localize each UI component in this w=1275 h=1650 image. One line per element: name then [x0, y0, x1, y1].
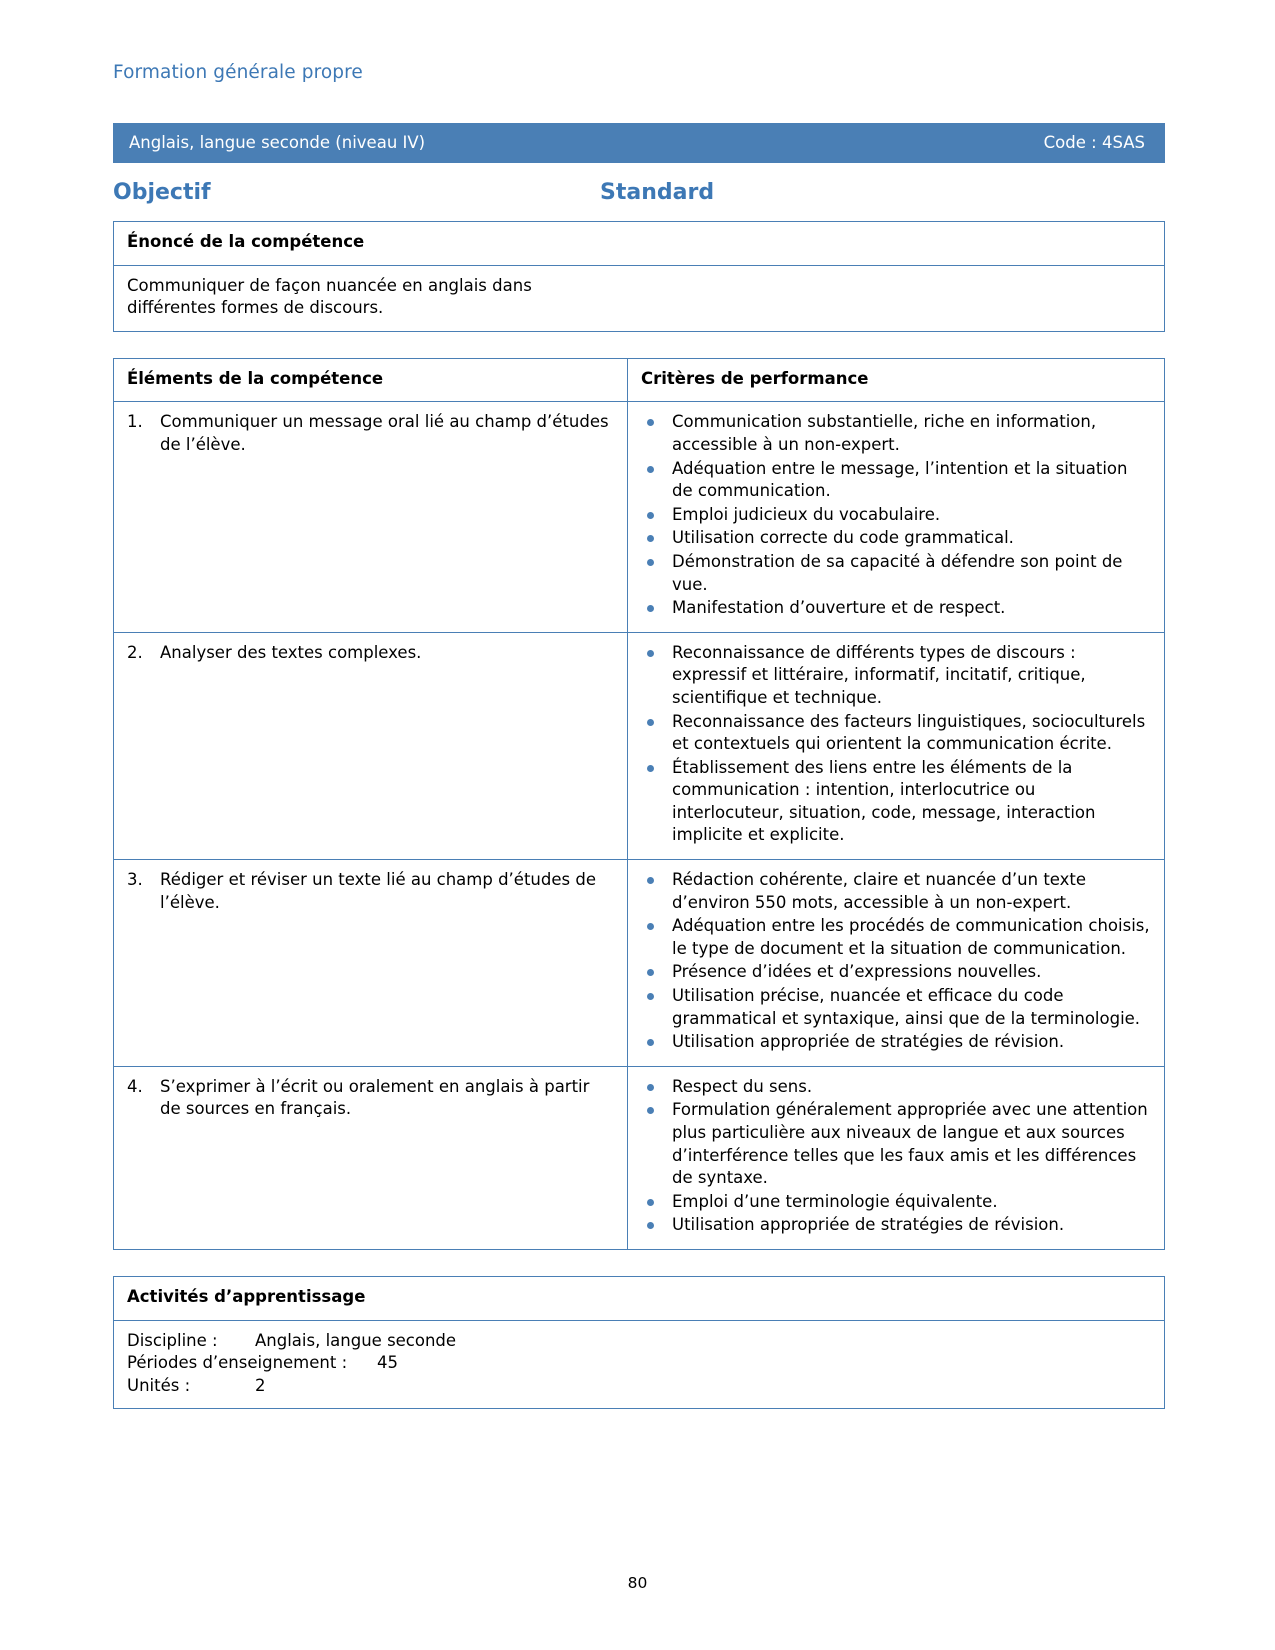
- list-item: Manifestation d’ouverture et de respect.: [641, 597, 1151, 620]
- table-row: [114, 222, 1165, 266]
- activites-header: Activités d’apprentissage: [114, 1276, 1165, 1320]
- table-spacer: [113, 1250, 1165, 1276]
- list-item: [127, 642, 614, 665]
- element-number: 1.: [127, 412, 143, 432]
- competence-table: [113, 221, 1165, 332]
- list-item: Utilisation précise, nuancée et efficace du code grammatical et syntaxique, ainsi que de la terminologie.: [641, 985, 1151, 1030]
- list-item: Adéquation entre les procédés de communication choisis, le type de document et la situation de communication.: [641, 915, 1151, 960]
- list-item: Formulation généralement appropriée avec une attention plus particulière aux niveaux de langue et aux sources d’interférence telles que les faux amis et les différences de syntaxe.: [641, 1099, 1151, 1189]
- header-criteria: Critères de performance: [628, 358, 1165, 402]
- criteria-list: [641, 869, 1151, 1054]
- criteria-cell: [628, 860, 1165, 1067]
- activites-table: [113, 1276, 1165, 1409]
- element-number: 3.: [127, 870, 143, 890]
- table-header-row: [114, 358, 1165, 402]
- element-list: [127, 411, 614, 456]
- criteria-list: [641, 411, 1151, 619]
- elements-criteria-table: [113, 358, 1165, 1250]
- element-text: Communiquer un message oral lié au champ d’études de l’élève.: [160, 412, 609, 454]
- element-cell: [114, 860, 628, 1067]
- course-code: Code : 4SAS: [1043, 133, 1145, 152]
- list-item: Reconnaissance de différents types de discours : expressif et littéraire, informatif, incitatif, critique, scientifique et technique.: [641, 642, 1151, 710]
- unites-label: Unités :: [127, 1375, 191, 1395]
- element-list: [127, 642, 614, 665]
- element-list: [127, 1076, 614, 1121]
- course-title: Anglais, langue seconde (niveau IV): [129, 133, 426, 152]
- list-item: Utilisation appropriée de stratégies de révision.: [641, 1031, 1151, 1054]
- header-elements: Éléments de la compétence: [114, 358, 628, 402]
- heading-standard: Standard: [600, 180, 715, 205]
- list-item: Emploi judicieux du vocabulaire.: [641, 504, 1151, 527]
- element-cell: [114, 1066, 628, 1249]
- element-text: S’exprimer à l’écrit ou oralement en anglais à partir de sources en français.: [160, 1076, 590, 1119]
- element-list: [127, 869, 614, 914]
- discipline-line: [127, 1330, 1151, 1353]
- list-item: Emploi d’une terminologie équivalente.: [641, 1191, 1151, 1214]
- heading-objectif: Objectif: [113, 180, 211, 205]
- element-cell: [114, 632, 628, 859]
- running-head: Formation générale propre: [113, 62, 363, 83]
- element-text: Rédiger et réviser un texte lié au champ d’études de l’élève.: [160, 870, 596, 912]
- element-text: Analyser des textes complexes.: [160, 642, 422, 662]
- competence-text: [114, 265, 1165, 331]
- criteria-list: [641, 642, 1151, 847]
- course-code-bar: [113, 123, 1165, 163]
- element-number: 4.: [127, 1076, 143, 1096]
- list-item: Présence d’idées et d’expressions nouvelles.: [641, 961, 1151, 984]
- list-item: Respect du sens.: [641, 1076, 1151, 1099]
- discipline-label: Discipline :: [127, 1330, 218, 1350]
- discipline-value: Anglais, langue seconde: [255, 1330, 457, 1350]
- criteria-cell: [628, 1066, 1165, 1249]
- column-headings: [113, 180, 1165, 205]
- list-item: Rédaction cohérente, claire et nuancée d’un texte d’environ 550 mots, accessible à un non-expert.: [641, 869, 1151, 914]
- list-item: Établissement des liens entre les éléments de la communication : intention, interlocutrice ou interlocuteur, situation, code, message, interaction implicite et explicite.: [641, 757, 1151, 847]
- element-number: 2.: [127, 642, 143, 662]
- list-item: Communication substantielle, riche en information, accessible à un non-expert.: [641, 411, 1151, 456]
- table-row: [114, 1066, 1165, 1249]
- list-item: Utilisation correcte du code grammatical.: [641, 527, 1151, 550]
- list-item: [127, 869, 614, 914]
- table-row: [114, 265, 1165, 331]
- table-spacer: [113, 332, 1165, 358]
- activites-body: [114, 1320, 1165, 1409]
- criteria-list: [641, 1076, 1151, 1237]
- table-row: [114, 1276, 1165, 1320]
- table-row: [114, 1320, 1165, 1409]
- list-item: Démonstration de sa capacité à défendre son point de vue.: [641, 551, 1151, 596]
- criteria-cell: [628, 632, 1165, 859]
- unites-value: 2: [255, 1375, 266, 1395]
- table-row: [114, 402, 1165, 632]
- periodes-label: Périodes d’enseignement :: [127, 1353, 348, 1373]
- table-row: [114, 632, 1165, 859]
- periodes-line: [127, 1352, 1151, 1375]
- list-item: [127, 1076, 614, 1121]
- element-cell: [114, 402, 628, 632]
- list-item: Adéquation entre le message, l’intention et la situation de communication.: [641, 458, 1151, 503]
- table-row: [114, 860, 1165, 1067]
- list-item: Reconnaissance des facteurs linguistiques, socioculturels et contextuels qui orientent la communication écrite.: [641, 711, 1151, 756]
- competence-header: Énoncé de la compétence: [114, 222, 1165, 266]
- unites-line: [127, 1375, 1151, 1398]
- periodes-value: 45: [377, 1353, 398, 1373]
- criteria-cell: [628, 402, 1165, 632]
- competence-text-value: Communiquer de façon nuancée en anglais dans différentes formes de discours.: [127, 275, 532, 318]
- page-number: 80: [627, 1574, 648, 1592]
- list-item: Utilisation appropriée de stratégies de révision.: [641, 1214, 1151, 1237]
- list-item: [127, 411, 614, 456]
